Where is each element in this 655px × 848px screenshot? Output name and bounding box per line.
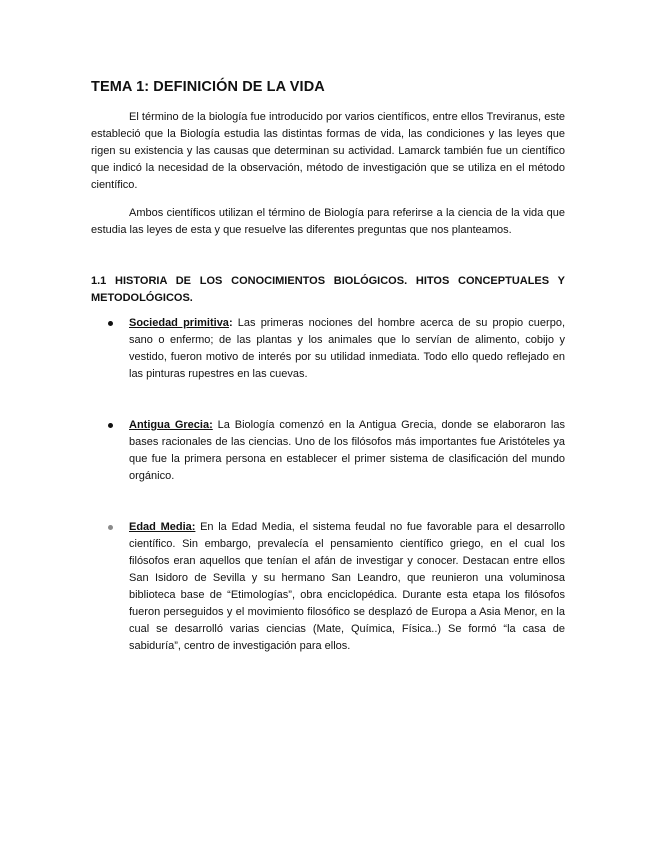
page-title: TEMA 1: DEFINICIÓN DE LA VIDA [91,79,325,95]
list-item-edad-media [91,519,565,655]
list-item-term: Antigua Grecia: [129,419,213,431]
bullet-icon [108,525,113,530]
list-item-sociedad-primitiva [91,315,565,383]
list-item-term: Edad Media: [129,521,196,533]
intro-paragraph-2: Ambos científicos utilizan el término de Biología para referirse a la ciencia de la vida que estudia las leyes de esta y que resuelve las diferentes preguntas que nos planteamos. [91,207,565,236]
bullet-icon [108,321,113,326]
intro-paragraph-1: El término de la biología fue introducido por varios científicos, entre ellos Treviranus, este estableció que la Biología estudia las distintas formas de vida, las condiciones y las leyes que rigen su existencia y las causas que determinan su actividad. Lamarck también fue un científico que indicó la necesidad de la observación, método de investigación que se utiliza en el método científico. [91,111,565,191]
section-heading: 1.1 HISTORIA DE LOS CONOCIMIENTOS BIOLÓGICOS. HITOS CONCEPTUALES Y METODOLÓGICOS. [91,275,565,304]
list-item-text: En la Edad Media, el sistema feudal no fue favorable para el desarrollo científico. Sin embargo, prevalecía el pensamiento científico griego, en el cual los filósofos eran aquellos que tenían el afán de investigar y conocer. Destacan entre ellos San Isidoro de Sevilla y su hermano San Leandro, que reunieron una voluminosa biblioteca base de “Etimologías”, obra enciclopédica. Durante esta etapa los filósofos fueron perseguidos y el movimiento filosófico se desplazó de Europa a Asia Menor, en la cual se desarrolló varias ciencias (Mate, Química, Física..) Se formó “la casa de sabiduría”, centro de investigación para ellos. [129,521,565,652]
list-item-separator: : [228,317,233,329]
list-item-antigua-grecia [91,417,565,485]
document-page [91,76,565,655]
list-item-term: Sociedad primitiva [129,317,229,329]
list-item-text: Las primeras nociones del hombre acerca de su propio cuerpo, sano o enfermo; de las plantas y los animales que lo servían de alimento, cobijo y vestido, fueron motivo de interés por su utilidad inmediata. Todo ello quedo reflejado en las pinturas rupestres en las cuevas. [129,317,566,380]
bullet-icon [108,423,113,428]
list-item-text: La Biología comenzó en la Antigua Grecia, donde se elaboraron las bases racionales de las ciencias. Uno de los filósofos más importantes fue Aristóteles ya que fue la primera persona en establecer el primer sistema de clasificación del mundo orgánico. [129,419,565,482]
history-list [91,315,565,655]
